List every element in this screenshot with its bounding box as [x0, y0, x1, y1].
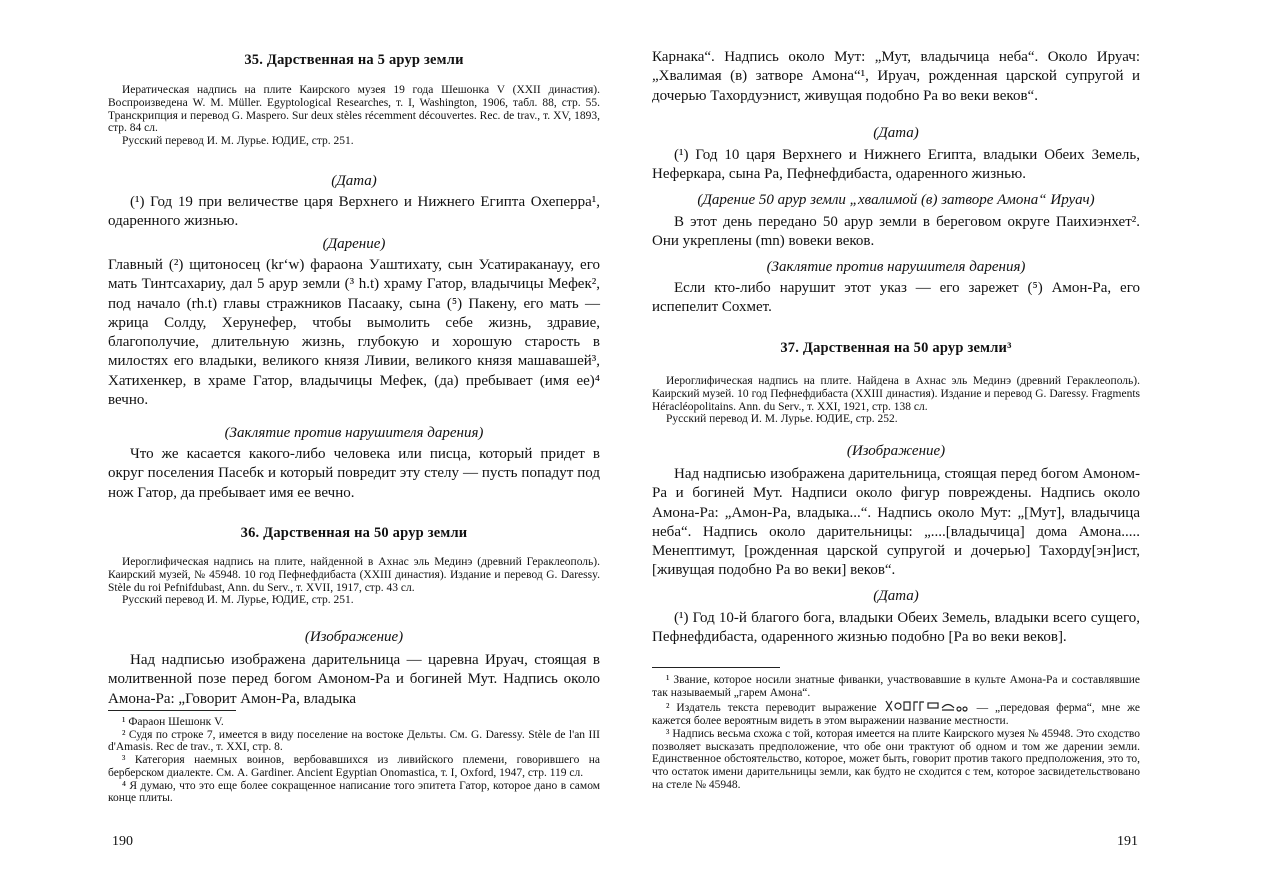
- heading-curse: (Заклятие против нарушителя дарения): [766, 259, 1026, 275]
- source-translation: Русский перевод И. М. Лурье, ЮДИЕ, стр. 251.: [122, 594, 354, 607]
- source-citation: Иероглифическая надпись на плите. Найдена в Ахнас эль Мединэ (древний Гераклеополь). Каирский музей. 10 год Пефнефдибаста (XXIII династия). Издание и перевод G. Daressy. Fragments Héracléopolitains. Ann. du Serv., т. XXI, 1921, стр. 138 сл.: [652, 375, 1140, 413]
- heading-date: (Дата): [873, 125, 919, 141]
- date-text: (¹) Год 10 царя Верхнего и Нижнего Египта, владыки Обеих Земель, Неферкара, сына Ра, Пефнефдибаста, одаренного жизнью.: [652, 147, 1140, 183]
- section-36-source: [108, 556, 600, 607]
- source-citation: Иератическая надпись на плите Каирского музея 19 года Шешонка V (XXII династия). Воспроизведена W. M. Müller. Egyptological Researches, т. I, Washington, 1906, табл. 88, стр. 55. Транскрипция и перевод G. Maspero. Sur deux stèles récemment découvertes. Rec. de trav., т. XV, 1893, стр. 84 сл.: [108, 84, 600, 135]
- heading-image: (Изображение): [304, 629, 404, 645]
- heading-date: (Дата): [331, 173, 377, 189]
- section-35-title: 35. Дарственная на 5 арур земли: [244, 52, 464, 68]
- continued-paragraph: [652, 48, 1140, 106]
- date-paragraph-2: [652, 609, 1140, 648]
- image-paragraph: [108, 651, 600, 709]
- left-page: [108, 0, 600, 893]
- page-number: 190: [112, 834, 133, 849]
- curse-paragraph: [652, 279, 1140, 318]
- image-text: Над надписью изображена дарительница, стоящая перед богом Амоном-Ра и богиней Мут. Надписи около фигур повреждены. Надпись около Амона-Ра: „Амон-Ра, владыка...“. Надпись около Мут: „[Мут], владычица неба“. Надпись около дарительницы: „....[владычица] дома Амона..... Менептимут, [рожденная царской супругой и дочерью] Тахорду[эн]ист, [живущая подобно Ра во веки] веков“.: [652, 466, 1140, 579]
- hieroglyph-inline-icon: [884, 699, 970, 713]
- heading-gift: (Дарение 50 арур земли „хвалимой (в) затворе Амона“ Ируач): [697, 192, 1095, 208]
- section-35-source: [108, 84, 600, 148]
- source-citation: Иероглифическая надпись на плите, найденной в Ахнас эль Мединэ (древний Гераклеополь). Каирский музей, № 45948. 10 год Пефнефдибаста (XXIII династия). Издание и перевод G. Daressy. Stèle du roi Pefnifdubast, Ann. du Serv., т. XVII, 1917, стр. 43 сл.: [108, 556, 600, 594]
- date-paragraph: [652, 146, 1140, 185]
- curse-text: Если кто-либо нарушит этот указ — его зарежет (⁵) Амон-Ра, его испепелит Сохмет.: [652, 280, 1140, 316]
- date-text: (¹) Год 19 при величестве царя Верхнего и Нижнего Египта Охеперра¹, одаренного жизнью.: [108, 194, 600, 230]
- gift-paragraph: [652, 213, 1140, 252]
- continued-text: Карнака“. Надпись около Мут: „Мут, владычица неба“. Около Ируач: „Хвалимая (в) затворе Амона“¹, Ируач, рожденная царской супругой и дочерью Тахордуэнист, живущая подобно Ра во веки веков“.: [652, 49, 1140, 104]
- footnote-4: ⁴ Я думаю, что это еще более сокращенное написание того эпитета Гатор, которое дано в самом конце плиты.: [108, 779, 600, 805]
- heading-curse: (Заклятие против нарушителя дарения): [224, 425, 484, 441]
- section-36-title: 36. Дарственная на 50 арур земли: [240, 525, 468, 541]
- footnote-1: ¹ Звание, которое носили знатные фиванки, участвовавшие в культе Амона-Ра и составлявшие так называемый „гарем Амона“.: [652, 674, 1140, 699]
- footnote-2: ² Судя по строке 7, имеется в виду поселение на востоке Дельты. См. G. Daressy. Stèle de l'an III d'Amasis. Rec de trav., т. XXI, стр. 8.: [108, 728, 600, 754]
- footnotes: [652, 674, 1140, 791]
- section-37-title: 37. Дарственная на 50 арур земли³: [780, 340, 1012, 356]
- gift-text: Главный (²) щитоносец (kr‘w) фараона Уаштихату, сын Усатираканауу, его мать Тинтсахариу, дал 5 арур земли (³ h.t) храму Гатор, владычицы Мефек², под начало (rh.t) главы стражников Пасаакy, сына (⁵) Пакену, его мать — жрица Солду, Херунефер, чтобы вымолить себе жизнь, здравие, благополучие, длительную жизнь, глубокую и хорошую старость в милостях его владыки, великого князя Ливии, великого князя машавашей³, Хатихенкер, в храме Гатор, владычицы Мефек, (да) пребывает (имя ее)⁴ вечно.: [108, 257, 600, 409]
- right-page: [652, 0, 1140, 893]
- date-paragraph: [108, 193, 600, 232]
- source-translation: Русский перевод И. М. Лурье. ЮДИЕ, стр. 251.: [122, 135, 354, 148]
- heading-image: (Изображение): [846, 443, 946, 459]
- gift-text: В этот день передано 50 арур земли в береговом округе Паихиэнхет². Они укреплены (mn) вовеки веков.: [652, 214, 1140, 250]
- footnotes: [108, 716, 600, 805]
- footnote-3: ³ Категория наемных воинов, вербовавшихся из ливийского племени, говорившего на берберском диалекте. См. A. Gardiner. Ancient Egyptian Onomastica, т. I, Oxford, 1947, стр. 119 сл.: [108, 754, 600, 779]
- heading-date-2: (Дата): [873, 588, 919, 604]
- page-number: 191: [1117, 834, 1138, 849]
- footnote-rule: [652, 667, 780, 668]
- curse-paragraph: [108, 445, 600, 503]
- heading-gift: (Дарение): [322, 236, 386, 252]
- footnote-1: ¹ Фараон Шешонк V.: [122, 716, 224, 728]
- footnote-3: ³ Надпись весьма схожа с той, которая имеется на плите Каирского музея № 45948. Это сходство позволяет высказать предположение, что обе они трактуют об одном и том же дарении земли. Единственное обстоятельство, которое, может быть, говорит против такого предположения, это то, что остаток имени дарительницы земли, как будто не сходится с тем, которое засвидетельствовано на стеле № 45948.: [652, 727, 1140, 791]
- image-text: Над надписью изображена дарительница — царевна Ируач, стоящая в молитвенной позе перед богом Амоном-Ра и богиней Мут. Надпись около Амона-Ра: „Говорит Амон-Ра, владыка: [108, 652, 600, 707]
- source-translation: Русский перевод И. М. Лурье. ЮДИЕ, стр. 252.: [666, 413, 898, 426]
- date-text: (¹) Год 10-й благого бога, владыки Обеих Земель, владыки всего сущего, Пефнефдибаста, одаренного жизнью подобно [Ра во веки веков].: [652, 610, 1140, 646]
- image-paragraph: [652, 465, 1140, 581]
- footnote-2: ² Издатель текста переводит выражение — „передовая ферма“, мне же кажется более вероятным видеть в этом выражении название местности.: [652, 699, 1140, 727]
- section-37-source: [652, 375, 1140, 426]
- curse-text: Что же касается какого-либо человека или писца, который придет в округ поселения Пасебк и который повредит эту стелу — пусть попадут под нож Гатор, да пребывает имя ее вечно.: [108, 446, 600, 501]
- gift-paragraph: [108, 256, 600, 410]
- footnote-rule: [108, 710, 236, 711]
